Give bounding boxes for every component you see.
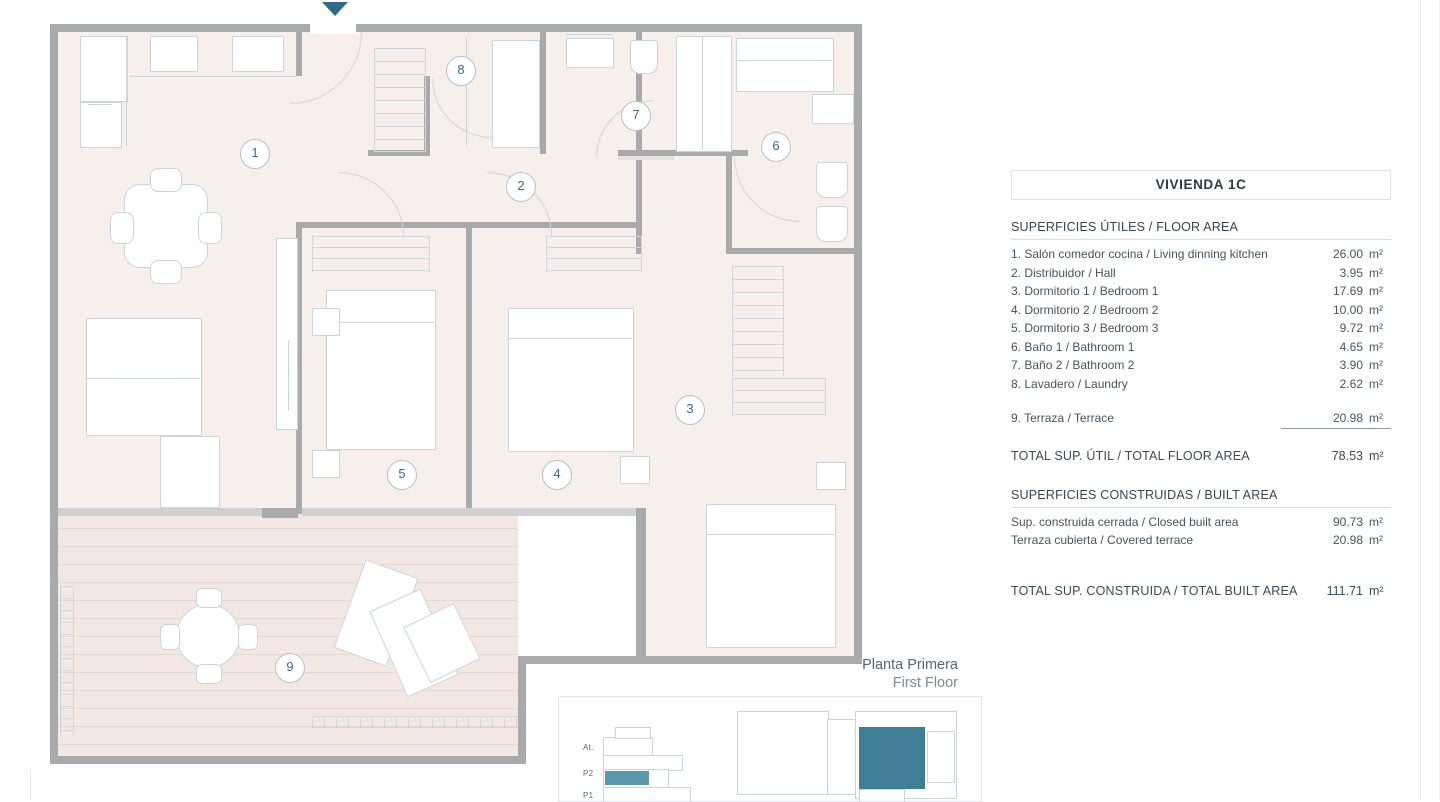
dining-chair-top [150,168,182,192]
partition-bath2-left [540,32,546,154]
built-area-rows [1011,513,1391,550]
bath1-bathtub-diag [736,60,832,61]
dining-table [124,184,208,268]
laundry-shelving [374,48,426,152]
row-value: 3.95 [1339,265,1363,280]
row-value: 9.72 [1339,321,1363,335]
bedroom1-wardrobe-top [732,266,784,376]
laundry-divider [466,36,467,146]
bath1-bidet [816,206,848,242]
row-label: 7. Baño 2 / Bathroom 2 [1011,358,1135,372]
bedroom2-bed-pillow-line [508,338,632,339]
row-label: 5. Dormitorio 3 / Bedroom 3 [1011,321,1159,335]
row-unit: m² [1369,376,1383,391]
bath2-shower-diag-1 [676,36,677,150]
row-label: 8. Lavadero / Laundry [1011,376,1128,391]
wall-bottom-right [520,656,862,664]
bath2-shower [676,36,732,152]
dining-chair-left [110,212,134,244]
kitchen-sink [232,36,284,72]
table-row [1011,245,1391,264]
key-plan-highlight-left [605,771,649,785]
bedroom3-wardrobe [312,236,430,272]
wall-bottom-left [50,756,526,764]
key-plan-level-at: At. [583,743,594,752]
key-plan [558,696,982,802]
threshold-terrace-2 [302,508,642,516]
kitchen-cabinet-left [80,36,128,102]
wall-right [854,24,862,664]
row-label: 3. Dormitorio 1 / Bedroom 1 [1011,284,1159,298]
room-badge-8-label: 8 [457,62,465,77]
key-plan-plan-tail [927,731,955,783]
bedroom2-bed [508,308,634,452]
floor-label-es: Planta Primera [862,657,958,673]
total-label: TOTAL SUP. ÚTIL / TOTAL FLOOR AREA [1011,448,1250,463]
total-built-area-row [1011,572,1391,601]
row-value: 4.65 [1339,339,1363,354]
laundry-machine [492,40,540,148]
row-label: 9. Terraza / Terrace [1011,411,1114,425]
row-value: 20.98 [1332,533,1363,547]
bedroom3-nightstand-2 [312,450,340,478]
bath2-washbasin [566,38,614,68]
terrace-chair-left [160,624,180,650]
row-unit: m² [1369,321,1383,335]
room-badge-4 [542,460,572,490]
bath2-mirror [566,34,612,35]
row-label: 1. Salón comedor cocina / Living dinning kitchen [1011,247,1268,261]
room-badge-5-label: 5 [398,466,406,481]
bedroom3-bed-pillow-line [326,322,434,323]
table-row [1011,301,1391,320]
key-plan-level-p1: P1 [583,791,594,800]
terrace-planting-edge [312,716,518,728]
tv-unit [276,238,298,430]
key-plan-block-e [615,727,651,739]
bedroom2-wardrobe [546,236,642,272]
room-badge-5 [387,460,417,490]
bedroom1-bed [706,504,836,648]
kitchen-hob-detail [88,104,112,105]
kitchen-counter-top [150,36,198,72]
room-badge-7-label: 7 [632,107,640,122]
section-built-area-heading: SUPERFICIES CONSTRUIDAS / BUILT AREA [1011,488,1391,508]
row-unit: m² [1369,247,1383,261]
room-badge-4-label: 4 [553,466,561,481]
dining-chair-bottom [150,260,182,284]
table-row [1011,513,1391,532]
terrace-chair-top [196,588,222,608]
key-plan-level-p2: P2 [583,769,594,778]
key-plan-block-a [603,737,653,757]
page-edge-rule-1 [1420,0,1421,800]
row-label: Sup. construida cerrada / Closed built area [1011,514,1239,529]
info-panel [1011,170,1391,601]
key-plan-plan-bottom [859,789,905,802]
terrace-chair-bottom [196,664,222,684]
kitchen-wall-line [126,36,127,146]
sofa-split-line [86,378,200,379]
unit-title: VIVIENDA 1C [1011,170,1391,200]
row-unit: m² [1369,358,1383,372]
total-value: 78.53 [1331,448,1363,463]
room-badge-1 [240,139,270,169]
wall-top [50,24,862,32]
room-badge-9 [275,653,305,683]
table-row [1011,531,1391,550]
bedroom1-nightstand [816,462,846,490]
page-edge-rule-left [30,770,31,800]
tv-unit-line [288,340,289,410]
table-row [1011,356,1391,375]
partition-bath1-left [726,150,732,254]
room-badge-9-label: 9 [286,659,294,674]
room-badge-1-label: 1 [251,145,259,160]
terrace-chair-right [238,624,258,650]
dining-chair-right [198,212,222,244]
hall-threshold-line [618,156,674,160]
total-label: TOTAL SUP. CONSTRUIDA / TOTAL BUILT AREA [1011,583,1298,598]
floor-label [862,656,958,692]
bath2-toilet [630,40,658,74]
bath1-washbasin [812,94,854,124]
bedroom1-wardrobe-bottom [732,378,826,416]
entrance-marker-icon [322,2,348,16]
partition-bath1-bottom [726,248,854,254]
bath1-bathtub [736,38,834,92]
row-value: 10.00 [1332,302,1363,317]
row-label: Terraza cubierta / Covered terrace [1011,533,1194,547]
armchair [160,436,220,508]
section-floor-area [1011,220,1391,466]
bedroom1-bed-pillow-line [706,534,834,535]
key-plan-highlight-unit [859,727,925,789]
row-value: 17.69 [1332,284,1363,298]
table-row [1011,264,1391,283]
wall-bottom-step [518,656,526,764]
row-unit: m² [1369,265,1383,280]
terrace-railing-left [60,586,74,734]
row-value: 26.00 [1332,247,1363,261]
row-unit: m² [1369,411,1383,425]
bath2-shower-diag-2 [702,36,703,150]
row-value: 90.73 [1332,514,1363,529]
total-value: 111.71 [1326,583,1363,598]
kitchen-hob [80,102,122,148]
bedroom3-nightstand [312,308,340,336]
bedroom3-bed [326,290,436,450]
row-unit: m² [1369,284,1383,298]
section-built-area [1011,488,1391,601]
room-badge-6-label: 6 [772,138,780,153]
pillar-bedroom [636,508,646,658]
bath1-toilet [816,162,848,198]
floor-area-rows [1011,245,1391,428]
table-row [1011,409,1391,428]
terrace-table [176,604,240,668]
room-badge-7 [621,101,651,131]
table-row [1011,338,1391,357]
pillar-terrace [262,508,298,518]
row-unit: m² [1369,302,1383,317]
row-unit: m² [1369,533,1383,547]
wall-left [50,24,58,764]
key-plan-plan-mid [827,719,857,795]
row-value: 20.98 [1332,411,1363,425]
row-value: 3.90 [1339,358,1363,372]
room-badge-3-label: 3 [686,401,694,416]
table-row [1011,319,1391,338]
table-row [1011,375,1391,394]
sofa-main [86,318,202,436]
row-unit: m² [1369,514,1383,529]
table-row [1011,282,1391,301]
total-rule [1281,428,1391,429]
room-badge-3 [675,395,705,425]
row-value: 2.62 [1339,376,1363,391]
row-label: 6. Baño 1 / Bathroom 1 [1011,339,1135,354]
room-badge-8 [446,56,476,86]
row-unit: m² [1369,339,1383,354]
total-unit: m² [1369,583,1384,598]
floor-label-en: First Floor [892,675,958,691]
room-badge-6 [761,132,791,162]
total-unit: m² [1369,448,1384,463]
room-badge-2-label: 2 [517,178,525,193]
bedroom2-nightstand [620,456,650,484]
row-label: 2. Distribuidor / Hall [1011,265,1116,280]
partition-bedroom-mid [466,222,472,514]
key-plan-plan-left [737,711,829,795]
total-floor-area-row [1011,437,1391,466]
row-label: 4. Dormitorio 2 / Bedroom 2 [1011,302,1159,317]
kitchen-worktop-line [130,76,296,77]
room-badge-2 [506,172,536,202]
section-floor-area-heading: SUPERFICIES ÚTILES / FLOOR AREA [1011,220,1391,240]
